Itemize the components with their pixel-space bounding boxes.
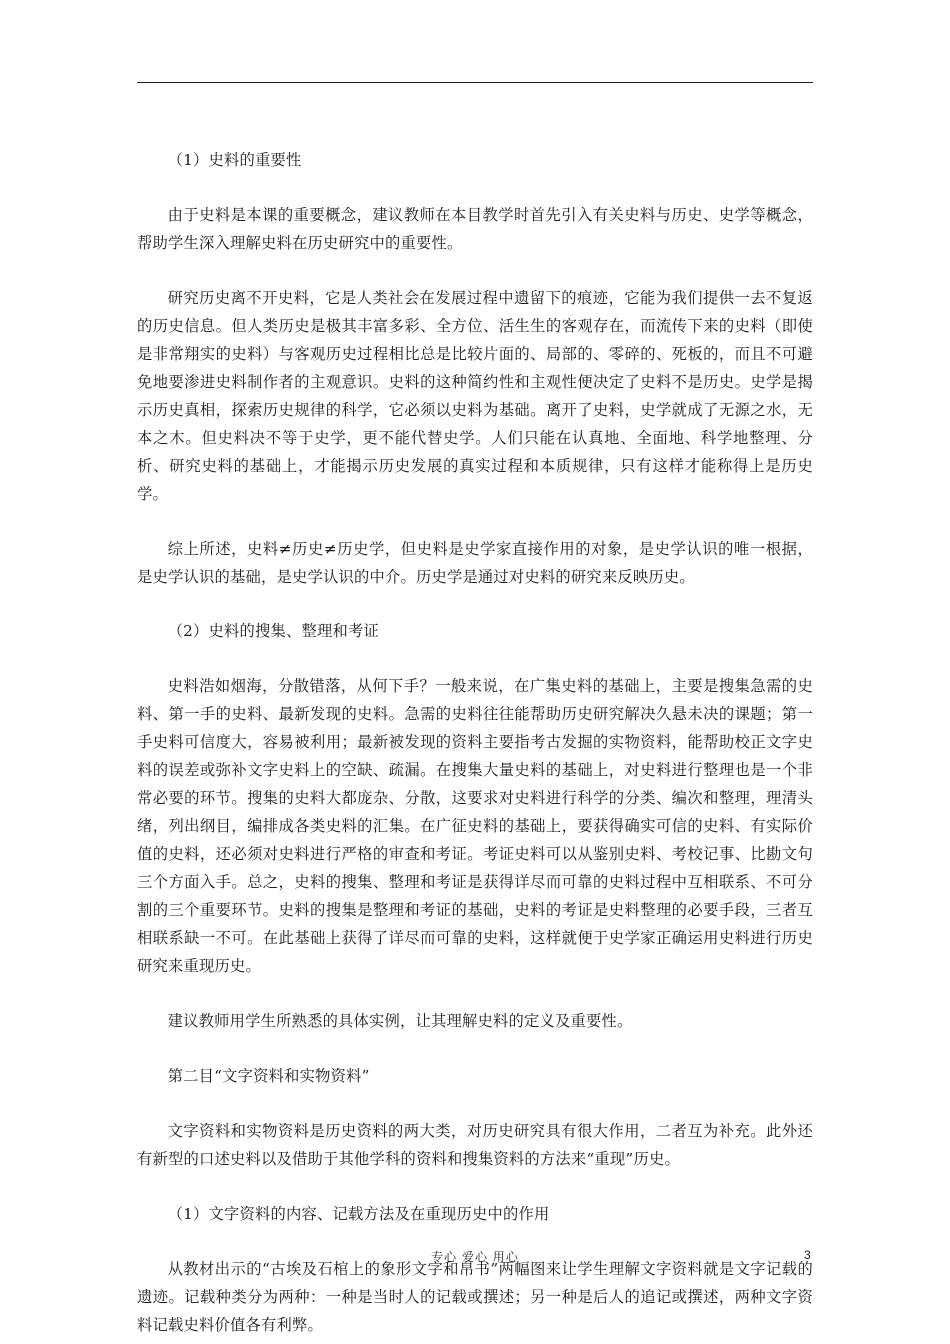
footer-slogan: 专心 爱心 用心 — [431, 1250, 519, 1264]
section-heading-1: （1）史料的重要性 — [167, 151, 302, 169]
paragraph: 研究历史离不开史料，它是人类社会在发展过程中遗留下的痕迹，它能为我们提供一去不复返的历史信息。但人类历史是极其丰富多彩、全方位、活生生的客观存在，而流传下来的史料（即使是非常翔实的史料）与客观历史过程相比总是比较片面的、局部的、零碎的、死板的，而且不可避免地要渗进史料制作者的主观意识。史料的这种简约性和主观性便决定了史料不是历史。史学是揭示历史真相，探索历史规律的科学，它必须以史料为基础。离开了史料，史学就成了无源之水，无本之木。但史料决不等于史学，更不能代替史学。人们只能在认真地、全面地、科学地整理、分析、研究史料的基础上，才能揭示历史发展的真实过程和本质规律，只有这样才能称得上是历史学。 — [137, 289, 813, 503]
subsection-title: 第二目“文字资料和实物资料” — [167, 1067, 370, 1085]
section-heading-2: （2）史料的搜集、整理和考证 — [167, 622, 379, 640]
body-text — [137, 146, 813, 1339]
paragraph: 综上所述，史料≠历史≠历史学，但史料是史学家直接作用的对象，是史学认识的唯一根据，是史学认识的基础，是史学认识的中介。历史学是通过对史料的研究来反映历史。 — [137, 540, 813, 586]
section-heading-3: （1）文字资料的内容、记载方法及在重现历史中的作用 — [167, 1205, 550, 1223]
header-rule — [137, 82, 813, 83]
paragraph: 史料浩如烟海，分散错落，从何下手？一般来说，在广集史料的基础上，主要是搜集急需的史料、第一手的史料、最新发现的史料。急需的史料往往能帮助历史研究解决久悬未决的课题；第一手史料可信度大，容易被利用；最新被发现的资料主要指考古发掘的实物资料，能帮助校正文字史料的误差或弥补文字史料上的空缺、疏漏。在搜集大量史料的基础上，对史料进行整理也是一个非常必要的环节。搜集的史料大都庞杂、分散，这要求对史料进行科学的分类、编次和整理，理清头绪，列出纲目，编排成各类史料的汇集。在广征史料的基础上，要获得确实可信的史料、有实际价值的史料，还必须对史料进行严格的审查和考证。考证史料可以从鉴别史料、考校记事、比勘文句三个方面入手。总之，史料的搜集、整理和考证是获得详尽而可靠的史料过程中互相联系、不可分割的三个重要环节。史料的搜集是整理和考证的基础，史料的考证是史料整理的必要手段，三者互相联系缺一不可。在此基础上获得了详尽而可靠的史料，这样就便于史学家正确运用史料进行历史研究来重现历史。 — [137, 677, 813, 975]
paragraph: 从教材出示的“古埃及石棺上的象形文字和帛书”两幅图来让学生理解文字资料就是文字记载的遗迹。记载种类分为两种：一种是当时人的记载或撰述；另一种是后人的追记或撰述，两种文字资料记载史料价值各有利弊。 — [137, 1260, 813, 1334]
paragraph: 由于史料是本课的重要概念，建议教师在本目教学时首先引入有关史料与历史、史学等概念，帮助学生深入理解史料在历史研究中的重要性。 — [137, 206, 813, 252]
page-number: 3 — [804, 1248, 811, 1262]
paragraph: 文字资料和实物资料是历史资料的两大类，对历史研究具有很大作用，二者互为补充。此外还有新型的口述史料以及借助于其他学科的资料和搜集资料的方法来“重现”历史。 — [137, 1122, 813, 1168]
paragraph: 建议教师用学生所熟悉的具体实例，让其理解史料的定义及重要性。 — [167, 1012, 633, 1030]
